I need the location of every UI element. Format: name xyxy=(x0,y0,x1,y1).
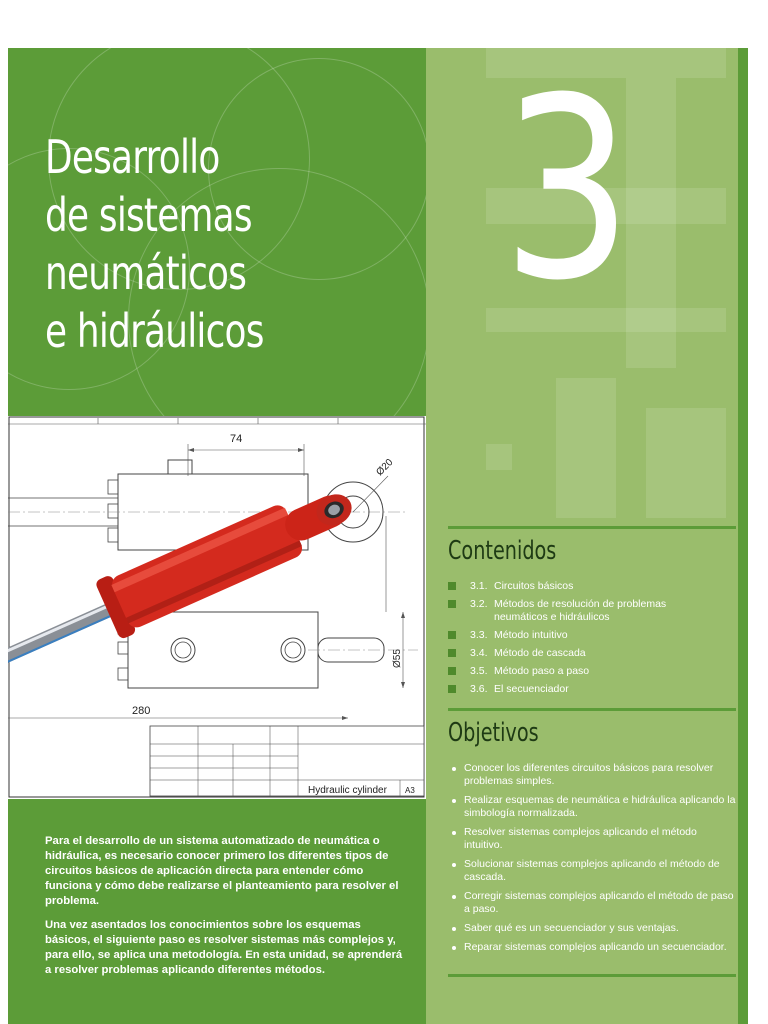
contents-item-text: Métodos de resolución de problemas neumáticos e hidráulicos xyxy=(494,598,667,623)
title-line: Desarrollo xyxy=(45,130,220,184)
contents-list xyxy=(448,580,738,701)
objective-item xyxy=(448,941,738,954)
chapter-number: 3 xyxy=(502,48,633,335)
title-line: e hidráulicos xyxy=(45,304,264,358)
chapter-cover-page xyxy=(8,48,748,1024)
technical-drawing-svg xyxy=(8,416,426,799)
hydraulic-cylinder-drawing xyxy=(8,416,426,799)
contents-item-text: Método paso a paso xyxy=(494,665,590,677)
intro-paragraph: Una vez asentados los conocimientos sobre los esquemas básicos, el siguiente paso es resolver sistemas más complejos y, para ello, se aplica una metodología. En esta unidad, se aprenderá a resolver problemas aplicando diferentes métodos. xyxy=(45,919,403,976)
contents-item-number: 3.6. xyxy=(470,683,488,695)
dimension-74: 74 xyxy=(230,433,243,445)
title-block-label: Hydraulic cylinder xyxy=(308,785,387,796)
dimension-d55: Ø55 xyxy=(392,649,403,668)
objective-text: Reparar sistemas complejos aplicando un secuenciador. xyxy=(464,941,727,953)
bullet-dot-icon xyxy=(452,767,456,771)
objective-item xyxy=(448,858,738,884)
bullet-dot-icon xyxy=(452,863,456,867)
bullet-dot-icon xyxy=(452,895,456,899)
contents-item xyxy=(448,580,738,593)
contents-item-number: 3.4. xyxy=(470,647,488,659)
chapter-title xyxy=(45,128,264,360)
dimension-280: 280 xyxy=(132,705,151,717)
section-divider xyxy=(448,526,736,529)
sheet-size: A3 xyxy=(405,786,415,795)
bullet-dot-icon xyxy=(452,799,456,803)
section-divider xyxy=(448,974,736,977)
objective-text: Conocer los diferentes circuitos básicos para resolver problemas simples. xyxy=(464,762,714,787)
intro-paragraph: Para el desarrollo de un sistema automatizado de neumática o hidráulica, es necesario conocer primero los diferentes tipos de circuitos básicos de aplicación directa para entender cómo funciona y cómo debe realizarse el planteamiento para resolver el problema. xyxy=(45,835,399,907)
decorative-stripe xyxy=(646,408,726,518)
title-line: de sistemas xyxy=(45,188,252,242)
right-panel xyxy=(426,48,748,1024)
contents-item xyxy=(448,683,738,696)
bullet-dot-icon xyxy=(452,946,456,950)
square-bullet-icon xyxy=(448,685,456,693)
bullet-dot-icon xyxy=(452,831,456,835)
contents-item xyxy=(448,598,738,624)
contents-item xyxy=(448,647,738,660)
contents-item-text: Método intuitivo xyxy=(494,629,568,641)
contents-heading: Contenidos xyxy=(448,536,557,566)
contents-item-number: 3.3. xyxy=(470,629,488,641)
contents-item xyxy=(448,629,738,642)
contents-item-text: El secuenciador xyxy=(494,683,569,695)
objective-item xyxy=(448,794,738,820)
contents-item-number: 3.5. xyxy=(470,665,488,677)
square-bullet-icon xyxy=(448,582,456,590)
contents-item xyxy=(448,665,738,678)
objectives-heading: Objetivos xyxy=(448,718,539,748)
dimension-d20: Ø20 xyxy=(374,456,396,479)
objectives-list xyxy=(448,762,738,960)
objective-item xyxy=(448,890,738,916)
decorative-stripe xyxy=(556,378,616,518)
section-divider xyxy=(448,708,736,711)
right-edge-band xyxy=(738,48,748,1024)
objective-item xyxy=(448,922,738,935)
square-bullet-icon xyxy=(448,600,456,608)
intro-text xyxy=(45,834,407,987)
square-bullet-icon xyxy=(448,649,456,657)
objective-item xyxy=(448,762,738,788)
contents-item-number: 3.1. xyxy=(470,580,488,592)
square-bullet-icon xyxy=(448,631,456,639)
square-bullet-icon xyxy=(448,667,456,675)
decorative-stripe xyxy=(486,444,512,470)
objective-text: Solucionar sistemas complejos aplicando el método de cascada. xyxy=(464,858,720,883)
contents-item-number: 3.2. xyxy=(470,598,488,610)
left-panel xyxy=(8,48,426,1024)
objective-text: Saber qué es un secuenciador y sus ventajas. xyxy=(464,922,679,934)
red-cylinder-render xyxy=(8,473,364,701)
objective-text: Resolver sistemas complejos aplicando el método intuitivo. xyxy=(464,826,697,851)
contents-item-text: Método de cascada xyxy=(494,647,586,659)
objective-text: Corregir sistemas complejos aplicando el método de paso a paso. xyxy=(464,890,734,915)
title-line: neumáticos xyxy=(45,246,247,300)
objective-text: Realizar esquemas de neumática e hidráulica aplicando la simbología normalizada. xyxy=(464,794,736,819)
bullet-dot-icon xyxy=(452,927,456,931)
objective-item xyxy=(448,826,738,852)
contents-item-text: Circuitos básicos xyxy=(494,580,574,592)
